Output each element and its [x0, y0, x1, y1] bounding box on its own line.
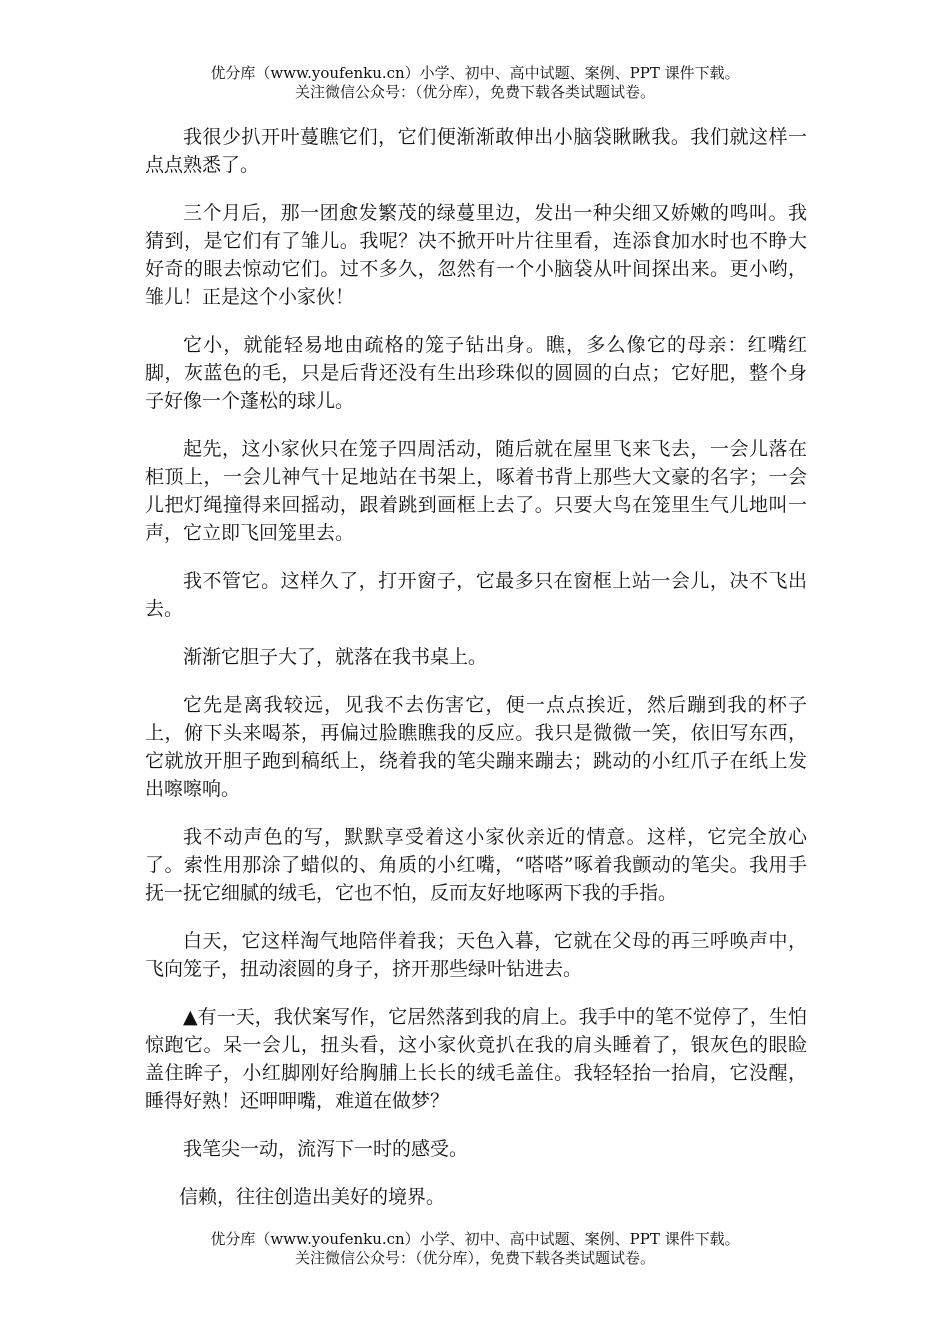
article-body [145, 123, 807, 1231]
footer-line-1: 优分库（www.youfenku.cn）小学、初中、高中试题、案例、PPT 课件下载。 [210, 1230, 740, 1248]
paragraph: 白天，它这样淘气地陪伴着我；天色入暮，它就在父母的再三呼唤声中，飞向笼子，扭动滚圆的身子，挤开那些绿叶钻进去。 [145, 930, 807, 980]
page-header [0, 64, 950, 102]
header-line-1: 优分库（www.youfenku.cn）小学、初中、高中试题、案例、PPT 课件下载。 [210, 64, 740, 82]
paragraph: 三个月后，那一团愈发繁茂的绿蔓里边，发出一种尖细又娇嫩的鸣叫。我猜到，是它们有了雏儿。我呢？决不掀开叶片往里看，连添食加水时也不睁大好奇的眼去惊动它们。过不多久，忽然有一个小脑袋从叶间探出来。更小哟，雏儿！正是这个小家伙！ [145, 202, 807, 308]
header-line-2: 关注微信公众号：（优分库），免费下载各类试题试卷。 [294, 83, 655, 101]
closing-paragraph: 信赖，往往创造出美好的境界。 [179, 1186, 446, 1208]
paragraph: 我不动声色的写，默默享受着这小家伙亲近的情意。这样，它完全放心了。索性用那涂了蜡似的、角质的小红嘴，“嗒嗒”啄着我颤动的笔尖。我用手抚一抚它细腻的绒毛，它也不怕，反而友好地啄两下我的手指。 [145, 826, 807, 904]
paragraph: 它先是离我较远，见我不去伤害它，便一点点挨近，然后蹦到我的杯子上，俯下头来喝茶，再偏过脸瞧瞧我的反应。我只是微微一笑，依旧写东西，它就放开胆子跑到稿纸上，绕着我的笔尖蹦来蹦去；跳动的小红爪子在纸上发出嚓嚓响。 [145, 694, 807, 800]
paragraph: 它小，就能轻易地由疏格的笼子钻出身。瞧，多么像它的母亲：红嘴红脚，灰蓝色的毛，只是后背还没有生出珍珠似的圆圆的白点；它好肥，整个身子好像一个蓬松的球儿。 [145, 334, 807, 412]
paragraph: 我笔尖一动，流泻下一时的感受。 [183, 1138, 469, 1160]
paragraph: 我很少扒开叶蔓瞧它们，它们便渐渐敢伸出小脑袋瞅瞅我。我们就这样一点点熟悉了。 [145, 126, 807, 176]
footer-line-2: 关注微信公众号：（优分库），免费下载各类试题试卷。 [294, 1249, 655, 1267]
paragraph: 起先，这小家伙只在笼子四周活动，随后就在屋里飞来飞去，一会儿落在柜顶上，一会儿神气十足地站在书架上，啄着书背上那些大文豪的名字；一会儿把灯绳撞得来回摇动，跟着跳到画框上去了。只要大鸟在笼里生气儿地叫一声，它立即飞回笼里去。 [145, 438, 807, 544]
page-footer [0, 1230, 950, 1268]
paragraph: ▲有一天，我伏案写作，它居然落到我的肩上。我手中的笔不觉停了，生怕惊跑它。呆一会儿，扭头看，这小家伙竟扒在我的肩头睡着了，银灰色的眼睑盖住眸子，小红脚刚好给胸脯上长长的绒毛盖住。我轻轻抬一抬肩，它没醒，睡得好熟！还呷呷嘴，难道在做梦？ [145, 1006, 807, 1112]
paragraph: 渐渐它胆子大了，就落在我书桌上。 [183, 646, 488, 668]
paragraph: 我不管它。这样久了，打开窗子，它最多只在窗框上站一会儿，决不飞出去。 [145, 570, 807, 620]
